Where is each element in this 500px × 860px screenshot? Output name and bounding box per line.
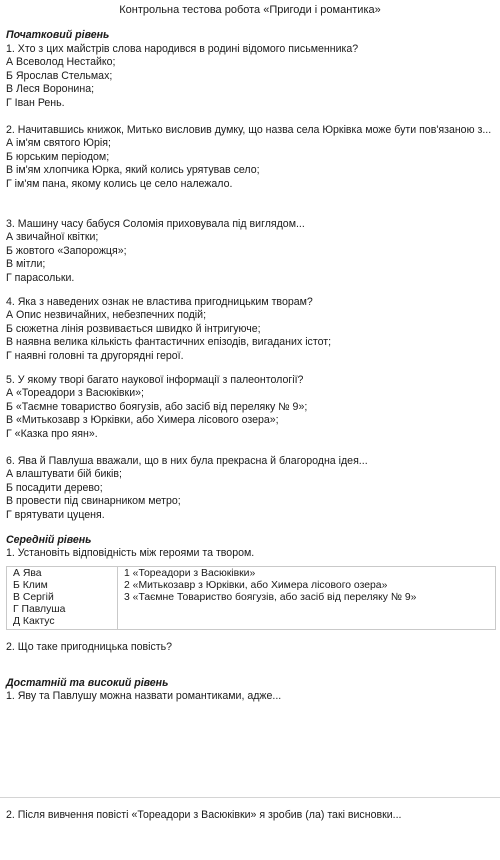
answer-option: А ім'ям святого Юрія; [6, 137, 111, 150]
work-item: 2 «Митькозавр з Юрківки, або Химера лісового озера» [124, 580, 388, 591]
answer-option: Г «Казка про яян». [6, 427, 98, 440]
hero-item: Д Кактус [13, 616, 55, 627]
work-item: 1 «Тореадори з Васюківки» [124, 568, 256, 579]
question-5 [6, 374, 494, 441]
matching-table [6, 566, 496, 630]
answer-option: Г наявні головні та другорядні герої. [6, 349, 184, 362]
level-heading-high: Достатній та високий рівень 1. Яву та Павлушу можна назвати романтиками, адже... [6, 677, 494, 704]
answer-option: Б посадити дерево; [6, 481, 103, 494]
question-text: 5. У якому творі багато наукової інформації з палеонтології? [6, 374, 304, 386]
heroes-column [7, 567, 118, 630]
answer-option: Б сюжетна лінія розвивається швидко й інтригуюче; [6, 322, 261, 335]
answer-option: Б Ярослав Стельмах; [6, 69, 113, 82]
question-1 [6, 43, 494, 110]
matching-task: 1. Установіть відповідність між героями та твором. [6, 547, 255, 560]
section-divider [0, 797, 500, 798]
answer-option: Г врятувати цуценя. [6, 508, 105, 521]
answer-option: В провести під свинарником метро; [6, 495, 181, 508]
question-text: 6. Ява й Павлуша вважали, що в них була прекрасна й благородна ідея... [6, 455, 368, 467]
middle-task-2: 2. Що таке пригодницька повість? [6, 641, 173, 653]
answer-option: В ім'ям хлопчика Юрка, який колись урятував село; [6, 164, 260, 177]
question-text: 2. Начитавшись книжок, Митько висловив думку, що назва села Юрківка може бути пов'язаною з... [6, 124, 492, 136]
work-item: 3 «Таємне Товариство боягузів, або засіб від переляку № 9» [124, 592, 417, 603]
answer-option: В «Митькозавр з Юрківки, або Химера лісового озера»; [6, 414, 279, 427]
hero-item: Б Клим [13, 580, 48, 591]
works-column [118, 567, 496, 630]
question-6 [6, 455, 494, 522]
question-3 [6, 218, 494, 285]
page-title: Контрольна тестова робота «Пригоди і романтика» [119, 4, 381, 16]
answer-option: В мітли; [6, 258, 46, 271]
question-text: 1. Хто з цих майстрів слова народився в родині відомого письменника? [6, 43, 359, 55]
answer-option: В наявна велика кількість фантастичних епізодів, вигаданих істот; [6, 336, 332, 349]
answer-option: Г Іван Рень. [6, 96, 65, 109]
question-text: 4. Яка з наведених ознак не властива пригодницьким творам? [6, 296, 313, 308]
answer-option: Г парасольки. [6, 271, 75, 284]
answer-option: В Леся Воронина; [6, 83, 95, 96]
answer-option: Г ім'ям пана, якому колись це село належало. [6, 177, 233, 190]
hero-item: А Ява [13, 568, 42, 579]
level-heading-initial: Початковий рівень [6, 29, 110, 41]
answer-option: Б «Таємне товариство боягузів, або засіб від переляку № 9»; [6, 400, 308, 413]
hero-item: В Сергій [13, 592, 54, 603]
hero-item: Г Павлуша [13, 604, 66, 615]
answer-option: А звичайної квітки; [6, 231, 99, 244]
high-task-2: 2. Після вивчення повісті «Тореадори з Васюківки» я зробив (ла) такі висновки... [6, 809, 402, 821]
question-4 [6, 296, 494, 363]
answer-option: А Всеволод Нестайко; [6, 56, 116, 69]
answer-option: А «Тореадори з Васюківки»; [6, 387, 144, 400]
high-task-1: 1. Яву та Павлушу можна назвати романтиками, адже... [6, 690, 282, 703]
answer-option: А влаштувати бій биків; [6, 468, 122, 481]
level-heading-middle: Середній рівень 1. Установіть відповідність між героями та твором. [6, 534, 494, 561]
question-text: 3. Машину часу бабуся Соломія приховувала під виглядом... [6, 218, 305, 230]
answer-option: Б жовтого «Запорожця»; [6, 244, 127, 257]
question-2 [6, 124, 494, 191]
answer-option: А Опис незвичайних, небезпечних подій; [6, 309, 207, 322]
answer-option: Б юрським періодом; [6, 150, 110, 163]
